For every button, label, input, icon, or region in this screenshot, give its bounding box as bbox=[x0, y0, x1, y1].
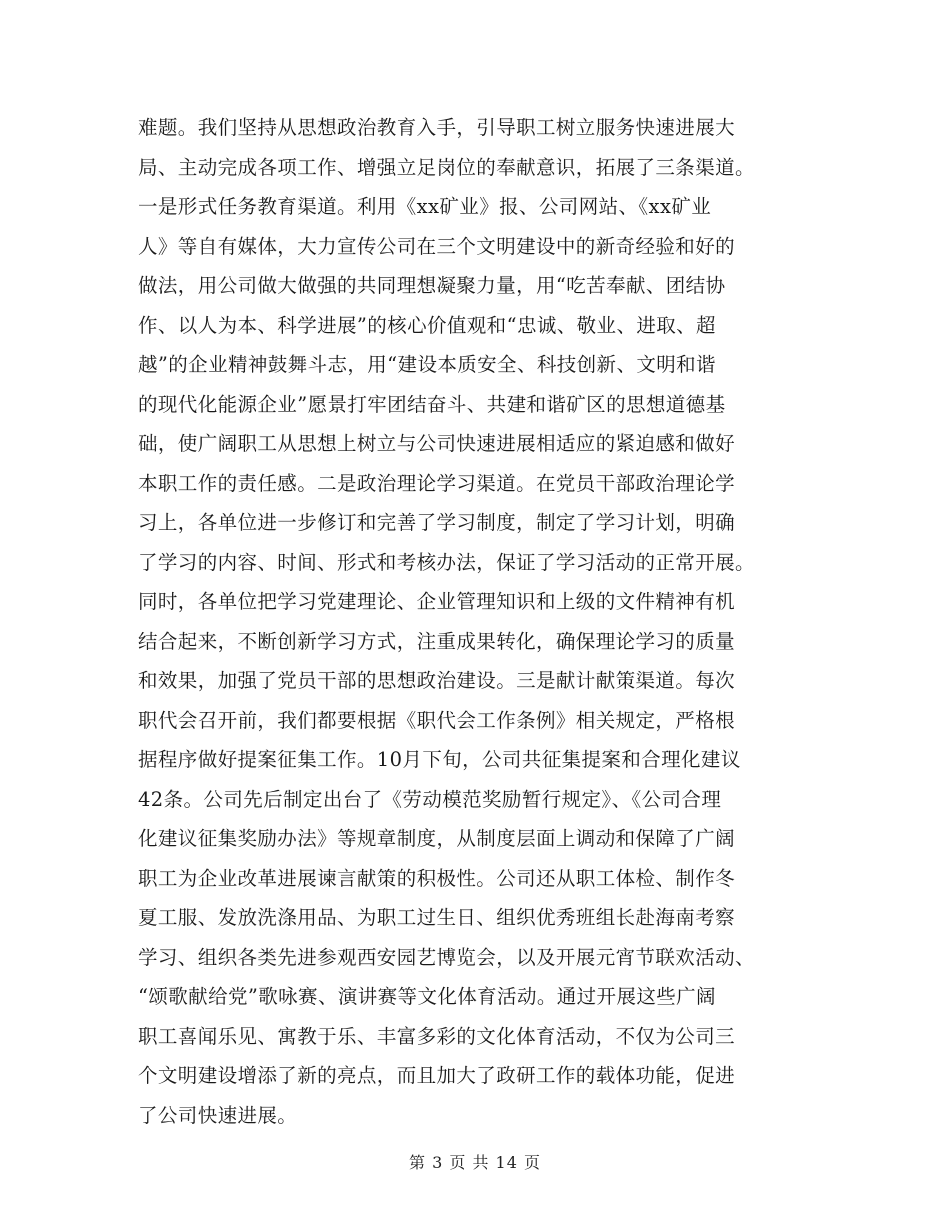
text-line: 一是形式任务教育渠道。利用《xx矿业》报、公司网站、《xx矿业 bbox=[138, 195, 712, 218]
text-line: 据程序做好提案征集工作。10月下旬，公司共征集提案和合理化建议 bbox=[138, 748, 741, 771]
text-line: 化建议征集奖励办法》等规章制度，从制度层面上调动和保障了广阔 bbox=[138, 827, 736, 850]
text-line: 作、以人为本、科学进展”的核心价值观和“忠诚、敬业、进取、超 bbox=[138, 313, 716, 337]
text-line: 学习、组织各类先进参观西安园艺博览会，以及开展元宵节联欢活动、 bbox=[138, 945, 755, 969]
text-line: 夏工服、发放洗涤用品、为职工过生日、组织优秀班组长赴海南考察 bbox=[138, 906, 736, 929]
text-line: 结合起来，不断创新学习方式，注重成果转化，确保理论学习的质量 bbox=[138, 629, 736, 653]
body-text bbox=[138, 108, 818, 1135]
text-line: 职代会召开前，我们都要根据《职代会工作条例》相关规定，严格根 bbox=[138, 708, 736, 732]
text-line: 难题。我们坚持从思想政治教育入手，引导职工树立服务快速进展大 bbox=[138, 116, 736, 139]
page-number-footer: 第 3 页 共 14 页 bbox=[409, 1153, 541, 1172]
text-line: 局、主动完成各项工作、增强立足岗位的奉献意识，拓展了三条渠道。 bbox=[138, 155, 755, 179]
text-line: 了公司快速进展。 bbox=[138, 1103, 298, 1127]
text-line: “颂歌献给党”歌咏赛、演讲赛等文化体育活动。通过开展这些广阔 bbox=[138, 985, 716, 1008]
text-line: 42条。公司先后制定出台了《劳动模范奖励暂行规定》、《公司合理 bbox=[138, 787, 722, 811]
text-line: 同时，各单位把学习党建理论、企业管理知识和上级的文件精神有机 bbox=[138, 590, 736, 613]
text-line: 做法，用公司做大做强的共同理想凝聚力量，用“吃苦奉献、团结协 bbox=[138, 274, 726, 297]
text-line: 越”的企业精神鼓舞斗志，用“建设本质安全、科技创新、文明和谐 bbox=[138, 353, 716, 376]
text-line: 和效果，加强了党员干部的思想政治建设。三是献计献策渠道。每次 bbox=[138, 669, 736, 692]
text-line: 人》等自有媒体，大力宣传公司在三个文明建设中的新奇经验和好的 bbox=[138, 234, 736, 258]
text-line: 的现代化能源企业”愿景打牢团结奋斗、共建和谐矿区的思想道德基 bbox=[138, 392, 726, 416]
text-line: 础，使广阔职工从思想上树立与公司快速进展相适应的紧迫感和做好 bbox=[138, 432, 736, 455]
text-line: 职工喜闻乐见、寓教于乐、丰富多彩的文化体育活动，不仅为公司三 bbox=[138, 1024, 736, 1048]
text-line: 习上，各单位进一步修订和完善了学习制度，制定了学习计划，明确 bbox=[138, 511, 736, 534]
text-line: 了学习的内容、时间、形式和考核办法，保证了学习活动的正常开展。 bbox=[138, 550, 755, 574]
text-line: 职工为企业改革进展谏言献策的积极性。公司还从职工体检、制作冬 bbox=[138, 866, 736, 890]
text-line: 个文明建设增添了新的亮点，而且加大了政研工作的载体功能，促进 bbox=[138, 1064, 736, 1087]
text-line: 本职工作的责任感。二是政治理论学习渠道。在党员干部政治理论学 bbox=[138, 471, 736, 495]
